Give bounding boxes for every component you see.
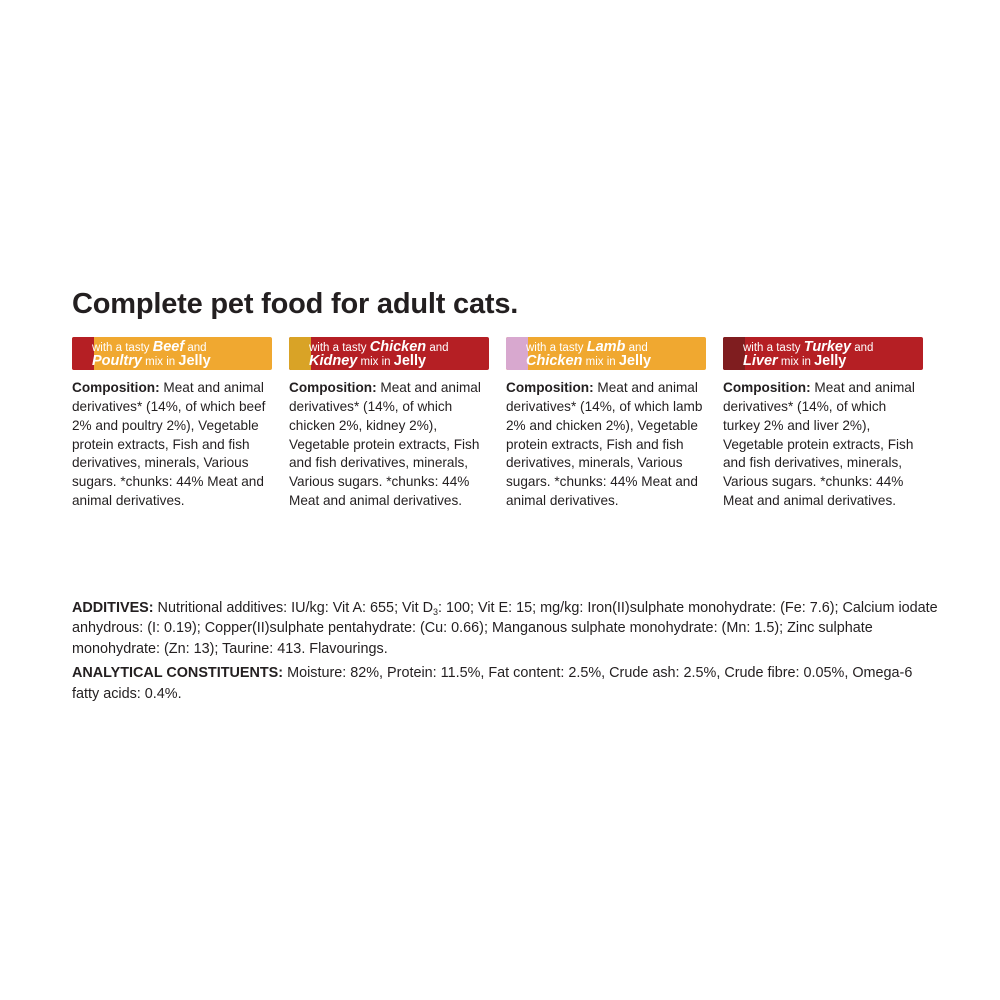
variant-chicken-kidney xyxy=(289,337,489,510)
composition-label: Composition: xyxy=(506,380,594,396)
banner-accent-block xyxy=(289,337,311,370)
additives-paragraph xyxy=(72,598,938,659)
banner-and: and xyxy=(854,341,874,354)
banner-line-2 xyxy=(743,354,873,369)
composition-text-beef-poultry xyxy=(72,379,272,510)
flavour-banner-turkey-liver xyxy=(723,337,923,370)
analytical-label: ANALYTICAL CONSTITUENTS: xyxy=(72,665,284,682)
nutrition-footer xyxy=(72,598,938,708)
banner-prefix: with a tasty xyxy=(309,341,367,354)
banner-flavour-2: Liver xyxy=(743,353,778,370)
banner-flavour-1: Lamb xyxy=(586,338,626,355)
banner-line-2 xyxy=(309,354,449,369)
banner-and: and xyxy=(429,341,449,354)
additives-text-part-1: Nutritional additives: IU/kg: Vit A: 655; Vit D xyxy=(153,600,433,616)
banner-prefix: with a tasty xyxy=(743,341,801,354)
composition-label: Composition: xyxy=(289,380,377,396)
additives-text-part-2: : 100; Vit E: 15; mg/kg: Iron(II)sulphate monohydrate: (Fe: 7.6); Calcium iodate anhydrous: (I: 0.19); Copper(II)sulphate pentahydrate: (Cu: 0.66); Manganous sulphate monohydrate: (Mn: 1.5); Zinc sulphate monohydrate: (Zn: 13); Taurine: 413. Flavourings. xyxy=(72,600,938,657)
composition-text-turkey-liver xyxy=(723,379,923,510)
banner-text xyxy=(92,339,211,370)
composition-body: Meat and animal derivatives* (14%, of which beef 2% and poultry 2%), Vegetable protein extracts, Fish and fish derivatives, minerals, Various sugars. *chunks: 44% Meat and animal derivatives. xyxy=(72,380,266,508)
main-content xyxy=(72,288,934,511)
variant-beef-poultry xyxy=(72,337,272,510)
composition-label: Composition: xyxy=(72,380,160,396)
banner-mix-in: mix in xyxy=(585,356,616,369)
banner-line-1 xyxy=(309,340,449,355)
banner-line-2 xyxy=(526,354,651,369)
banner-flavour-2: Kidney xyxy=(309,353,358,370)
vitamin-d3-subscript: 3 xyxy=(433,607,439,617)
banner-prefix: with a tasty xyxy=(526,341,584,354)
banner-jelly: Jelly xyxy=(618,353,652,370)
composition-text-chicken-kidney xyxy=(289,379,489,510)
banner-accent-block xyxy=(723,337,745,370)
banner-flavour-1: Turkey xyxy=(803,338,852,355)
banner-line-1 xyxy=(92,340,211,355)
banner-flavour-2: Poultry xyxy=(92,353,142,370)
variant-lamb-chicken xyxy=(506,337,706,510)
variant-list xyxy=(72,337,934,510)
analytical-paragraph xyxy=(72,663,938,704)
banner-mix-in: mix in xyxy=(145,356,176,369)
banner-mix-in: mix in xyxy=(780,356,811,369)
banner-flavour-1: Beef xyxy=(152,338,185,355)
banner-and: and xyxy=(187,341,207,354)
composition-body: Meat and animal derivatives* (14%, of which lamb 2% and chicken 2%), Vegetable protein extracts, Fish and fish derivatives, minerals, Various sugars. *chunks: 44% Meat and animal derivatives. xyxy=(506,380,703,508)
composition-text-lamb-chicken xyxy=(506,379,706,510)
banner-line-1 xyxy=(743,340,873,355)
banner-accent-block xyxy=(506,337,528,370)
flavour-banner-beef-poultry xyxy=(72,337,272,370)
banner-and: and xyxy=(628,341,648,354)
banner-text xyxy=(526,339,651,370)
banner-line-1 xyxy=(526,340,651,355)
banner-jelly: Jelly xyxy=(393,353,427,370)
banner-line-2 xyxy=(92,354,211,369)
composition-body: Meat and animal derivatives* (14%, of which chicken 2%, kidney 2%), Vegetable protein extracts, Fish and fish derivatives, minerals, Various sugars. *chunks: 44% Meat and animal derivatives. xyxy=(289,380,481,508)
variant-turkey-liver xyxy=(723,337,923,510)
banner-flavour-1: Chicken xyxy=(369,338,427,355)
banner-mix-in: mix in xyxy=(360,356,391,369)
flavour-banner-lamb-chicken xyxy=(506,337,706,370)
banner-prefix: with a tasty xyxy=(92,341,150,354)
flavour-banner-chicken-kidney xyxy=(289,337,489,370)
additives-label: ADDITIVES: xyxy=(72,600,154,616)
banner-jelly: Jelly xyxy=(178,353,211,370)
banner-jelly: Jelly xyxy=(814,353,847,370)
composition-body: Meat and animal derivatives* (14%, of which turkey 2% and liver 2%), Vegetable protein extracts, Fish and fish derivatives, minerals, Various sugars. *chunks: 44% Meat and animal derivatives. xyxy=(723,380,915,508)
banner-flavour-2: Chicken xyxy=(526,353,583,370)
banner-accent-block xyxy=(72,337,94,370)
banner-text xyxy=(309,339,449,370)
analytical-text: Moisture: 82%, Protein: 11.5%, Fat content: 2.5%, Crude ash: 2.5%, Crude fibre: 0.05%, Omega-6 fatty acids: 0.4%. xyxy=(72,665,913,702)
composition-label: Composition: xyxy=(723,380,811,396)
page-title: Complete pet food for adult cats. xyxy=(72,288,519,320)
banner-text xyxy=(743,339,873,370)
